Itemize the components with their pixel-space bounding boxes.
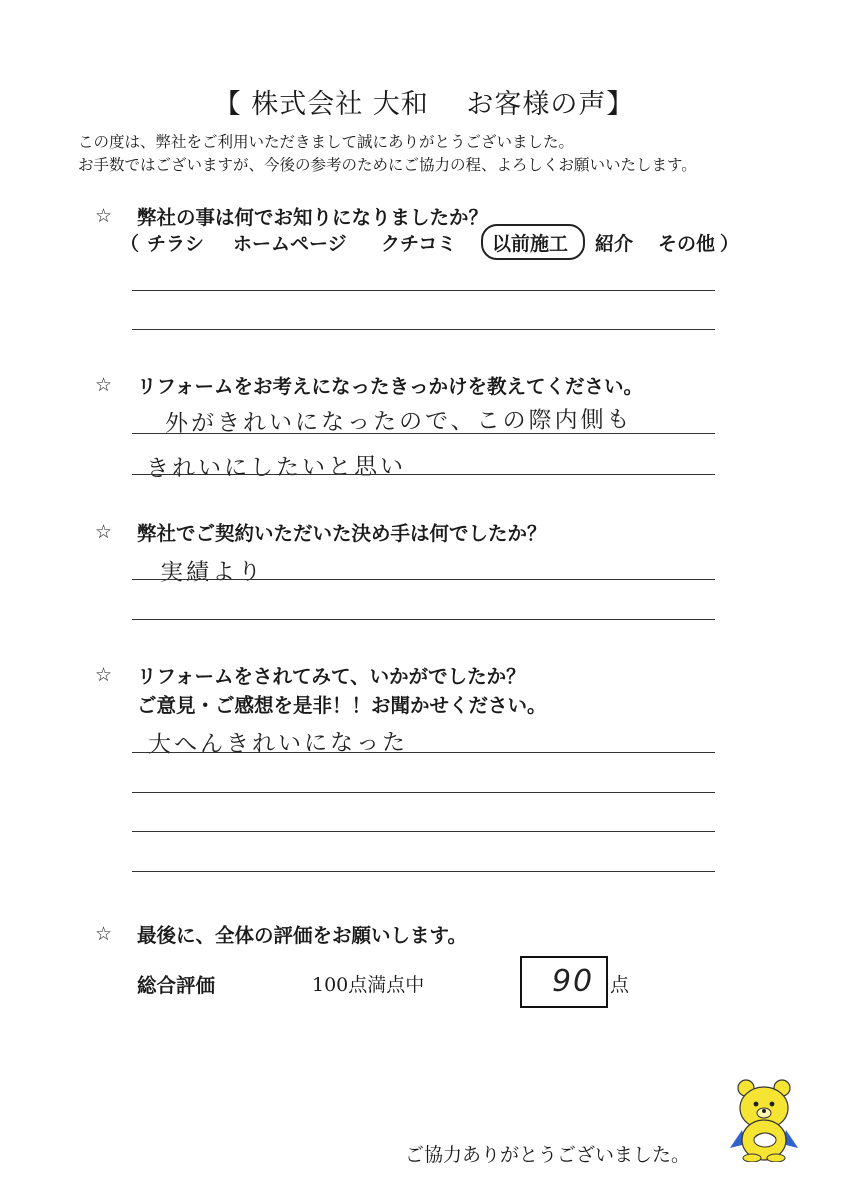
star-icon: ☆	[95, 664, 113, 686]
handwritten-answer-2b: きれいにしたいと思い	[145, 453, 407, 482]
page-title: 【 株式会社 大和 お客様の声】	[213, 89, 635, 120]
answer-line	[132, 329, 715, 330]
star-icon: ☆	[95, 521, 113, 543]
rating-scale: 100点満点中	[312, 974, 425, 996]
option-other: その他	[658, 233, 716, 255]
options-open-paren: （	[120, 233, 140, 255]
handwritten-score: 90	[551, 963, 595, 999]
intro-line-2: お手数ではございますが、今後の参考のためにご協力の程、よろしくお願いいたします。	[78, 156, 697, 174]
option-previous-work: 以前施工	[492, 233, 569, 255]
handwritten-answer-4: 大へんきれいになった	[147, 729, 409, 758]
bear-mascot-icon	[728, 1078, 800, 1162]
answer-line	[132, 619, 715, 620]
answer-line	[132, 474, 715, 475]
answer-line	[132, 579, 715, 580]
answer-line	[132, 792, 715, 793]
answer-line	[132, 871, 715, 872]
star-icon: ☆	[95, 923, 113, 945]
question-4-line-1: リフォームをされてみて、いかがでしたか？	[137, 665, 526, 688]
option-flyer: チラシ	[147, 233, 205, 255]
handwritten-answer-3: 実績より	[159, 559, 265, 586]
option-homepage: ホームページ	[233, 233, 347, 255]
footer-thanks: ご協力ありがとうございました。	[405, 1144, 691, 1166]
score-unit: 点	[610, 974, 630, 996]
star-icon: ☆	[95, 205, 113, 227]
question-5: 最後に、全体の評価をお願いします。	[137, 924, 467, 947]
intro-line-1: この度は、弊社をご利用いただきまして誠にありがとうございました。	[78, 133, 575, 151]
answer-line	[132, 433, 715, 434]
question-3: 弊社でご契約いただいた決め手は何でしたか？	[137, 522, 547, 545]
options-close-paren: ）	[720, 233, 740, 255]
option-referral: 紹介	[595, 233, 634, 255]
option-word-of-mouth: クチコミ	[381, 233, 457, 255]
answer-line	[132, 831, 715, 832]
handwritten-answer-2a: 外がきれいになったので、この際内側も	[164, 406, 633, 437]
answer-line	[132, 752, 715, 753]
question-1: 弊社の事は何でお知りになりましたか？	[137, 206, 489, 229]
answer-line	[132, 290, 715, 291]
overall-rating-label: 総合評価	[137, 974, 216, 997]
question-4-line-2: ご意見・ご感想を是非！！お聞かせください。	[137, 694, 547, 717]
question-2: リフォームをお考えになったきっかけを教えてください。	[137, 375, 644, 398]
star-icon: ☆	[95, 374, 113, 396]
